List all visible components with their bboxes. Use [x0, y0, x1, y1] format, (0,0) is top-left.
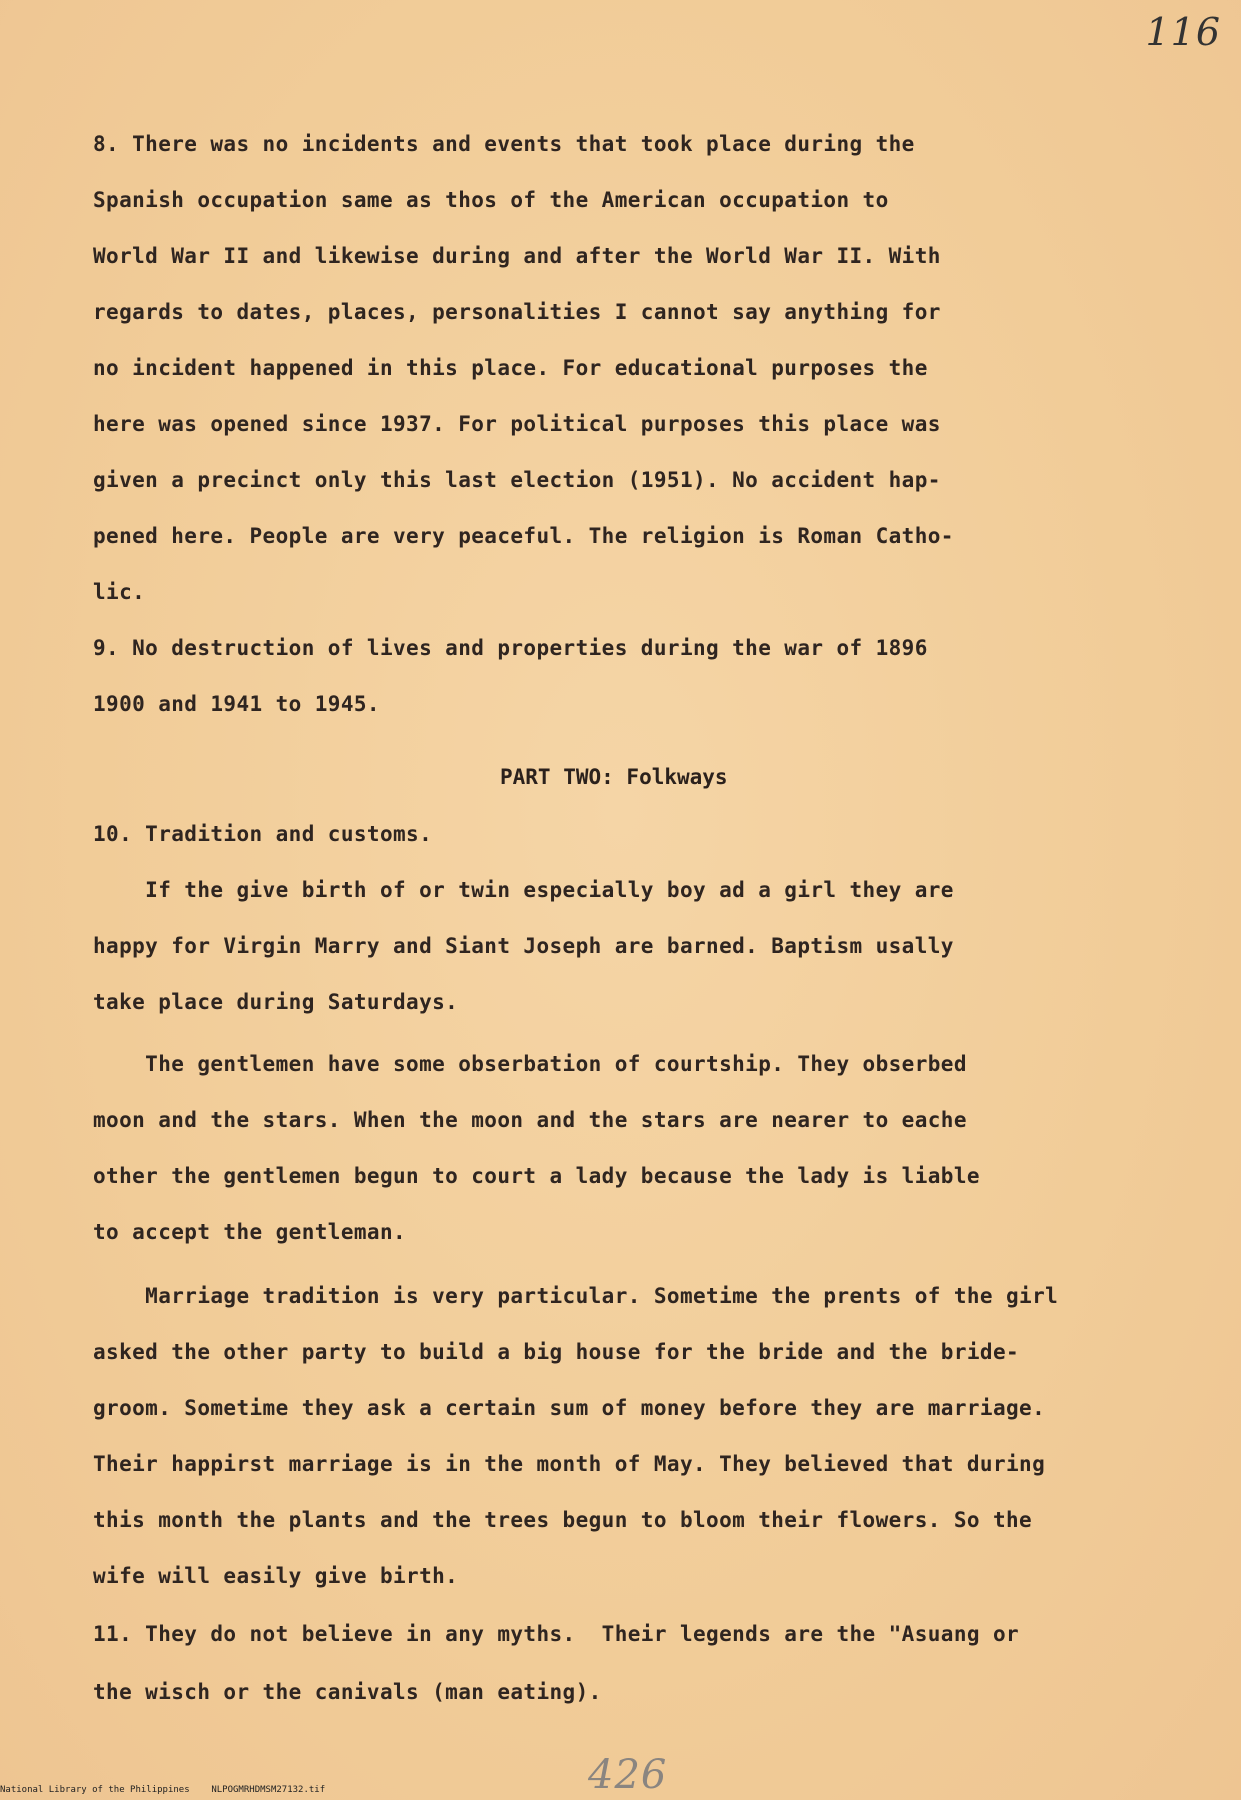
- handwritten-archive-number: 426: [588, 1752, 668, 1798]
- body-line: here was opened since 1937. For political purposes this place was: [93, 412, 941, 436]
- body-line: moon and the stars. When the moon and the stars are nearer to eache: [93, 1108, 967, 1132]
- body-line: asked the other party to build a big house for the bride and the bride-: [93, 1340, 1020, 1364]
- footer-library: National Library of the Philippines: [0, 1785, 190, 1795]
- body-line: to accept the gentleman.: [93, 1220, 407, 1244]
- part-heading: PART TWO: Folkways: [500, 765, 728, 789]
- body-line: 9. No destruction of lives and properties during the war of 1896: [93, 636, 928, 660]
- body-line: this month the plants and the trees begun to bloom their flowers. So the: [93, 1508, 1033, 1532]
- body-line: Marriage tradition is very particular. Sometime the prents of the girl: [93, 1284, 1059, 1308]
- body-line: other the gentlemen begun to court a lady because the lady is liable: [93, 1164, 980, 1188]
- body-line: The gentlemen have some obserbation of courtship. They obserbed: [93, 1052, 967, 1076]
- body-line: regards to dates, places, personalities I cannot say anything for: [93, 300, 941, 324]
- body-line: 11. They do not believe in any myths. Their legends are the "Asuang or: [93, 1622, 1020, 1646]
- body-line: take place during Saturdays.: [93, 990, 459, 1014]
- body-line: Their happirst marriage is in the month of May. They believed that during: [93, 1452, 1046, 1476]
- body-line: pened here. People are very peaceful. The religion is Roman Catho-: [93, 524, 954, 548]
- body-line: Spanish occupation same as thos of the American occupation to: [93, 188, 889, 212]
- bleed-through-texture: [100, 95, 1100, 125]
- body-line: lic.: [93, 580, 146, 604]
- body-line: happy for Virgin Marry and Siant Joseph are barned. Baptism usally: [93, 934, 954, 958]
- body-line: If the give birth of or twin especially boy ad a girl they are: [93, 878, 954, 902]
- body-line: groom. Sometime they ask a certain sum of money before they are marriage.: [93, 1396, 1046, 1420]
- body-line: no incident happened in this place. For educational purposes the: [93, 356, 928, 380]
- body-line: 1900 and 1941 to 1945.: [93, 692, 380, 716]
- body-line: 10. Tradition and customs.: [93, 822, 433, 846]
- body-line: wife will easily give birth.: [93, 1564, 459, 1588]
- footer-file: NLPOGMRHDMSM27132.tif: [211, 1785, 326, 1795]
- scan-footer: [0, 1785, 325, 1795]
- body-line: the wisch or the canivals (man eating).: [93, 1680, 602, 1704]
- body-line: given a precinct only this last election (1951). No accident hap-: [93, 468, 941, 492]
- handwritten-page-number: 116: [1145, 10, 1221, 54]
- body-line: World War II and likewise during and after the World War II. With: [93, 244, 941, 268]
- body-line: 8. There was no incidents and events that took place during the: [93, 132, 915, 156]
